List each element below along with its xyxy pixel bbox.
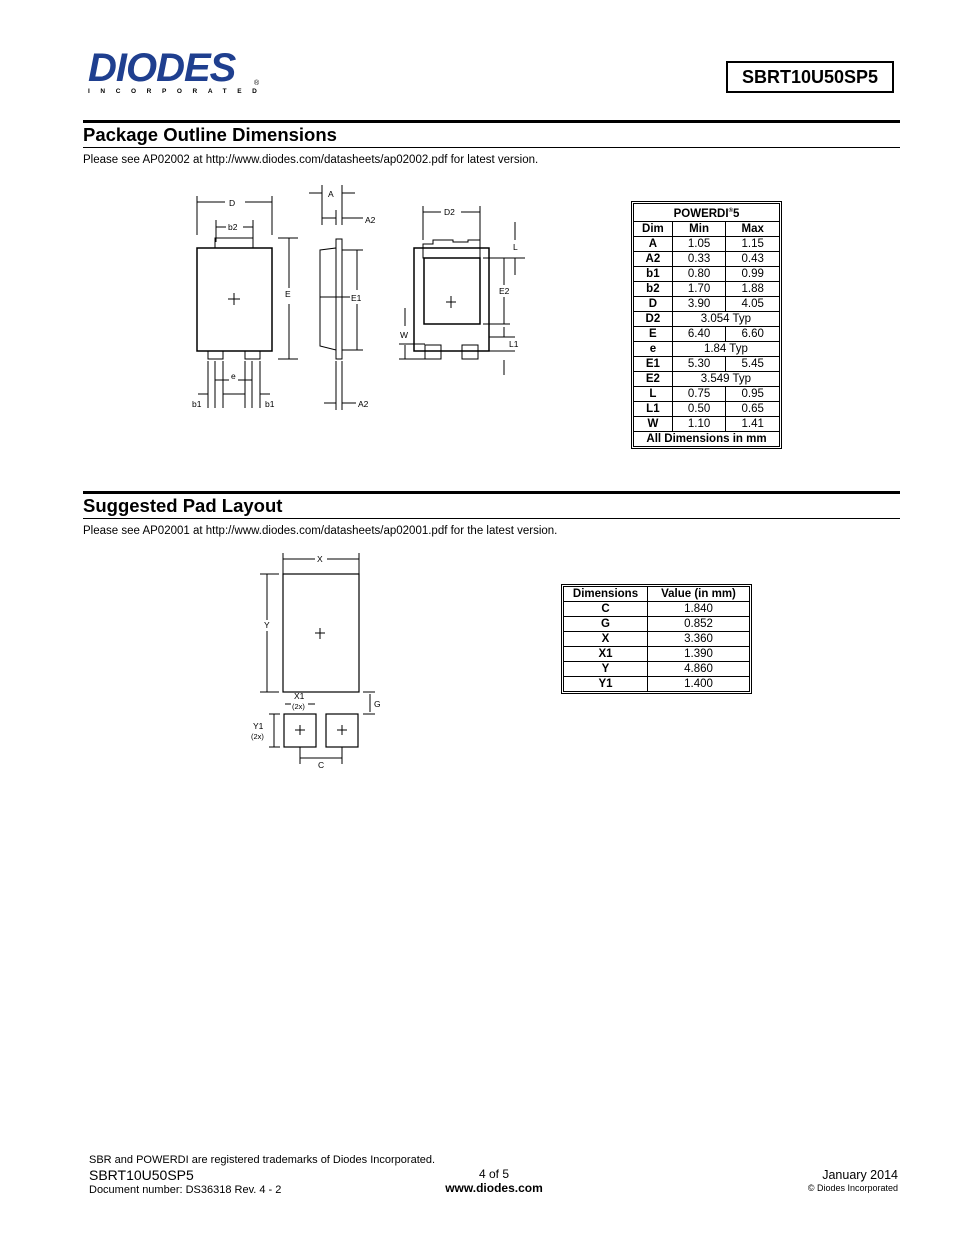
- table-row-min: 5.30: [672, 356, 726, 371]
- table-row-typ: 3.054 Typ: [672, 311, 779, 326]
- label-W: W: [400, 330, 409, 340]
- footer-website[interactable]: www.diodes.com: [445, 1181, 543, 1195]
- table-row-typ: 3.549 Typ: [672, 371, 779, 386]
- label-E1: E1: [351, 293, 362, 303]
- table-row-value: 1.840: [648, 602, 750, 617]
- table-row-dim: b1: [634, 266, 673, 281]
- header-min: Min: [672, 221, 726, 236]
- table-row-min: 1.05: [672, 236, 726, 251]
- label-A: A: [328, 189, 334, 199]
- label-X1: X1: [294, 691, 305, 701]
- package-outline-note: Please see AP02002 at http://www.diodes.com/datasheets/ap02002.pdf for latest version.: [83, 154, 539, 166]
- table-row-min: 1.10: [672, 416, 726, 431]
- table-row-dim: X: [564, 632, 648, 647]
- table-row-max: 6.60: [726, 326, 780, 341]
- label-D: D: [229, 198, 236, 208]
- label-X: X: [317, 554, 323, 564]
- table-row-dim: b2: [634, 281, 673, 296]
- pad-layout-drawing: [245, 548, 395, 773]
- table-row-value: 1.400: [648, 677, 750, 692]
- table-row-min: 0.75: [672, 386, 726, 401]
- label-b1-left: b1: [192, 399, 202, 409]
- label-G: G: [374, 699, 381, 709]
- table-row-dim: G: [564, 617, 648, 632]
- table-row-max: 0.99: [726, 266, 780, 281]
- table-row-dim: A2: [634, 251, 673, 266]
- table-row-typ: 1.84 Typ: [672, 341, 779, 356]
- table-row-dim: D: [634, 296, 673, 311]
- table-row-min: 1.70: [672, 281, 726, 296]
- label-b1-right: b1: [265, 399, 275, 409]
- section-rule-top: [83, 120, 900, 123]
- logo-subtext: INCORPORATED: [88, 88, 268, 95]
- header-max: Max: [726, 221, 780, 236]
- table-row-dim: e: [634, 341, 673, 356]
- label-Y: Y: [264, 620, 270, 630]
- footer-part: SBRT10U50SP5: [89, 1167, 194, 1183]
- table-row-max: 0.43: [726, 251, 780, 266]
- header-value: Value (in mm): [648, 587, 750, 602]
- label-E2: E2: [499, 286, 510, 296]
- footer-page: 4 of 5: [478, 1167, 510, 1181]
- header-dim: Dim: [634, 221, 673, 236]
- footer-trademark: SBR and POWERDI are registered trademarks of Diodes Incorporated.: [89, 1154, 436, 1166]
- table-row-dim: Y1: [564, 677, 648, 692]
- table-row-max: 1.88: [726, 281, 780, 296]
- label-E: E: [285, 289, 291, 299]
- label-L: L: [513, 242, 518, 252]
- label-b2: b2: [228, 222, 238, 232]
- label-Y1-count: (2x): [251, 732, 264, 741]
- footer-date: January 2014: [822, 1168, 898, 1182]
- pad-layout-title: Suggested Pad Layout: [83, 495, 283, 516]
- table-row-max: 4.05: [726, 296, 780, 311]
- table-row-min: 0.50: [672, 401, 726, 416]
- table-row-dim: E1: [634, 356, 673, 371]
- table-row-max: 1.41: [726, 416, 780, 431]
- table-row-value: 4.860: [648, 662, 750, 677]
- pad-layout-note: Please see AP02001 at http://www.diodes.com/datasheets/ap02001.pdf for the latest version.: [83, 525, 558, 537]
- table-row-dim: L: [634, 386, 673, 401]
- package-outline-drawing: [185, 180, 535, 420]
- table-row-min: 0.33: [672, 251, 726, 266]
- table-row-max: 0.95: [726, 386, 780, 401]
- table-row-dim: W: [634, 416, 673, 431]
- table-row-min: 0.80: [672, 266, 726, 281]
- table-row-dim: Y: [564, 662, 648, 677]
- label-X1-count: (2x): [292, 702, 305, 711]
- footer-doc-number: Document number: DS36318 Rev. 4 - 2: [89, 1184, 282, 1196]
- table-footer: All Dimensions in mm: [634, 431, 780, 446]
- table-row-dim: C: [564, 602, 648, 617]
- top-view: [192, 196, 298, 409]
- pad-dimensions-table: [561, 584, 752, 694]
- label-Y1: Y1: [253, 721, 264, 731]
- table-row-dim: A: [634, 236, 673, 251]
- table-row-dim: L1: [634, 401, 673, 416]
- table-row-min: 6.40: [672, 326, 726, 341]
- table-title: POWERDI®5: [634, 204, 780, 222]
- table-row-value: 1.390: [648, 647, 750, 662]
- table-row-dim: D2: [634, 311, 673, 326]
- package-outline-title: Package Outline Dimensions: [83, 124, 337, 145]
- logo-wordmark: DIODES: [88, 46, 236, 90]
- table-row-value: 3.360: [648, 632, 750, 647]
- header-dimensions: Dimensions: [564, 587, 648, 602]
- table-row-max: 1.15: [726, 236, 780, 251]
- footer-copyright: © Diodes Incorporated: [807, 1183, 898, 1193]
- table-row-dim: E2: [634, 371, 673, 386]
- label-A2-top: A2: [365, 215, 376, 225]
- side-view: [309, 185, 376, 410]
- label-L1: L1: [509, 339, 519, 349]
- section-rule-bottom: [83, 147, 900, 148]
- label-A2-bottom: A2: [358, 399, 369, 409]
- part-number-box: SBRT10U50SP5: [726, 61, 894, 93]
- label-D2: D2: [444, 207, 455, 217]
- table-row-max: 5.45: [726, 356, 780, 371]
- diodes-logo: [88, 46, 268, 100]
- label-e: e: [231, 371, 236, 381]
- section-rule-bottom: [83, 518, 900, 519]
- table-row-max: 0.65: [726, 401, 780, 416]
- table-row-min: 3.90: [672, 296, 726, 311]
- label-C: C: [318, 760, 325, 770]
- package-dimensions-table: [631, 201, 782, 449]
- table-row-dim: E: [634, 326, 673, 341]
- section-rule-top: [83, 491, 900, 494]
- bottom-view: [399, 206, 525, 375]
- table-row-dim: X1: [564, 647, 648, 662]
- table-row-value: 0.852: [648, 617, 750, 632]
- logo-registered-mark: ®: [254, 80, 260, 87]
